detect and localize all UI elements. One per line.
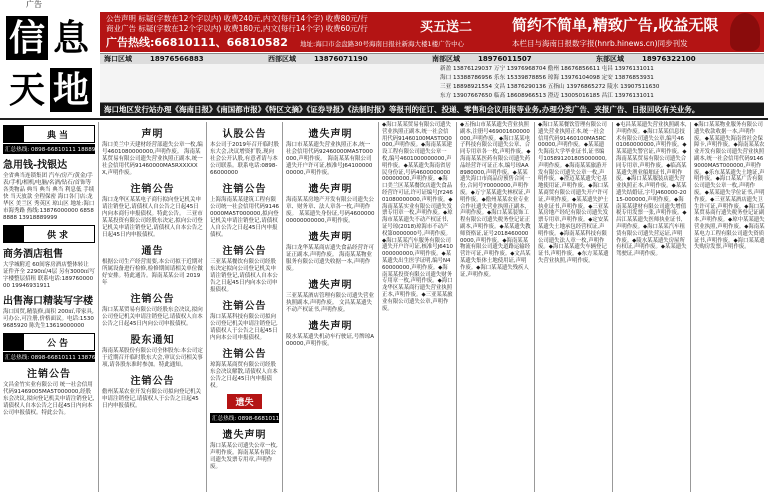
district-label: 海口区域 xyxy=(104,55,132,63)
ad-body: 海口国贸,精装修,面积 200㎡,带家具,可办公,可注册,价格面议。电话:15309685920 陈先生13619000000 xyxy=(3,309,94,329)
column-dense xyxy=(612,122,690,492)
agent-row: 东方 13907667650 临高 18608966513 澄迈 13005016185 昌江 13976131011 xyxy=(440,93,654,99)
section-header: 公告 xyxy=(3,333,95,351)
column-dense xyxy=(534,122,612,492)
slogan-sub: 本栏目与海南日报数字报(hnrb.hinews.cn)同步刊发 xyxy=(512,39,688,48)
ad-title: 注销公告 xyxy=(130,294,175,305)
top-label: 广告 xyxy=(26,0,42,9)
dense-notices: ◆海口某某贸易有限公司遗失营业执照正副本,统一社会信用代码91460100MA5T0Q0000,声明作废。◆海南某某建设工程有限公司遗失公章一枚,编号4601000000000,声明作废。◆某某遗失海南省居民身份证,号码460000000000000000,声明作废。◆海口美兰区某某餐饮店遗失食品经营许可证,许可证编号JY24601080000000,声明作废。◆海南某某实业有限公司遗失发票专用章一枚,声明作废。◆琼海市某某遗失不动产权证书,证号琼(2018)琼海市不动产权第0000000号,声明作废。◆海口某某汽车服务有限公司遗失开户许可证,核准号J6410000000000,声明作废。◆某某遗失出生医学证明,编号N460000000,声明作废。◆海南某某投资有限公司遗失财务专用章一枚,声明作废。◆海口龙华区某某商行遗失营业执照正本,声明作废。◆三亚某某旅业有限公司遗失公章,声明作废。 xyxy=(382,122,453,312)
ad-title: 注销公告 xyxy=(222,246,267,257)
ad-body: 海口某某公司遗失公章一枚,声明作废。海南某某有限公司遗失发票专用章,声明作废。 xyxy=(210,443,278,470)
district-phone: 18976322100 xyxy=(642,55,696,63)
ad-headline: 急用钱-找银达 xyxy=(3,160,68,171)
ad-body: 琼海某某商贸有限公司经股东会决议解散,请债权人自本公告之日起45日内申报债权。 xyxy=(210,362,278,389)
dense-notices: ◆五指山市某某遗失营业执照副本,注册号469001600000000,声明作废。◆海口某某电子科技有限公司遗失公章、合同专用章各一枚,声明作废。◆海南某某医药有限公司遗失药品经营许可证正本,编号琼AA8980000,声明作废。◆某某遗失海口市商品房预售合同一份,合同号Y0000000,声明作废。◆万宁某某遗失林权证,声明作废。◆儋州某某农业专业合作社遗失营业执照正副本,声明作废。◆海口某某装饰工程有限公司遗失税务登记证正副本,声明作废。◆某某遗失教师资格证,证号20184600000000,声明作废。◆海南某某物流有限公司遗失道路运输经营许可证,声明作废。◆文昌某某遗失集体土地使用证,声明作废。◆海口某某遗失残疾人证,声明作废。 xyxy=(460,122,531,278)
ad-body: 海南某某股份有限公司全体股东:本公司定于近期召开临时股东大会,审议公司相关事项,请各股东准时参加。特此通知。 xyxy=(102,348,203,368)
column-dense xyxy=(378,122,456,492)
lost-section-label: 遗失 xyxy=(227,394,261,409)
distribution-banner: 海口地区发行站办理《海南日报》《南国都市报》《特区文摘》《证券导报》《法制时报》等报刊的征订、投递、零售和会议用报等业务,办理分类广告、夹报广告、日报回收有关业务。 xyxy=(100,103,764,116)
pricing-line-2: 商业广告 标疑(字数在12个字以内) 收费180元,内文(每行14个字) 收费60元/行 xyxy=(106,24,368,33)
logo-char: 信 xyxy=(6,16,48,60)
logo-char: 地 xyxy=(50,68,92,112)
section-hotline: 汇总热线: 0898-66810111 18889912934 xyxy=(3,144,95,154)
ad-title: 股东通知 xyxy=(130,335,175,346)
ad-headline: 出售海口精装写字楼 xyxy=(3,296,93,307)
ad-hotline: 广告热线:66810111、66810582 xyxy=(106,36,288,49)
district-phone: 13876071190 xyxy=(314,55,368,63)
pricing-line-1: 公告声明 标疑(字数在12个字以内) 收费240元,内文(每行14个字) 收费80元/行 xyxy=(106,14,368,23)
ad-body: 海口市某某遗失营业执照正本,统一社会信用代码92460000MA5T000000,声明作废。 海南某某有限公司遗失开户许可证,核准号J6410000000000,声明作废。 xyxy=(286,142,373,176)
ad-title: 遗失声明 xyxy=(308,232,353,243)
ad-body: 海口龙华区某某电子商行拟向登记机关申请注销登记,请债权人自公告之日起45日内向本商行申报债权。特此公告。 三亚市某某投资有限公司经股东决定,拟向公司登记机关申请注销登记,请债权人自本公告之日起45日内申报债权。 xyxy=(102,197,203,238)
ad-body: 本公司于2019年召开临时股东大会,决议增资扩股,现向社会公开认股,有意者请与本公司联系。联系电话:0898-66000000 xyxy=(210,142,279,176)
dense-notices: ◆屯昌某某遗失营业执照副本,声明作废。◆海口某某信息技术有限公司遗失公章,编号4601060000000,声明作废。◆某某遗失警官证,声明作废。◆海南某某贸易有限公司遗失合同专用章,声明作废。◆临高某某遗失渔业船舶证书,声明作废。◆海口某某服装店遗失营业执照正本,声明作废。◆某某遗失结婚证,字号J460000-2015-000000,声明作废。◆海南某某建材有限公司遗失增值税专用发票一张,声明作废。◆昌江某某遗失医师执业证书,声明作废。◆海口某某汽车租赁有限公司遗失营运证,声明作废。◆陵水某某遗失房屋所有权证,声明作废。◆某某遗失驾驶证,声明作废。 xyxy=(616,122,687,258)
ad-title: 遗失声明 xyxy=(308,280,353,291)
district-phone: 18976566883 xyxy=(150,55,204,63)
column-dense xyxy=(456,122,534,492)
header-banner xyxy=(100,12,764,52)
column-notices xyxy=(98,122,206,492)
divider xyxy=(0,118,768,120)
ad-title: 认股公告 xyxy=(222,129,267,140)
section-hotline: 汇总热线: 0898-66810111 13976309099 xyxy=(210,413,279,423)
column-classified xyxy=(0,122,117,492)
ad-body: 海口龙华某某商店遗失食品经营许可证正副本,声明作废。 海南某某物业服务有限公司遗失收据一本,声明作废。 xyxy=(286,245,375,272)
ad-body: 海南某某房地产开发有限公司遗失公章、财务章、法人章各一枚,声明作废。 某某遗失身份证,号码460000000000000000,声明作废。 xyxy=(286,197,375,224)
ad-title: 注销公告 xyxy=(222,184,267,195)
ad-title: 遗失声明 xyxy=(308,321,353,332)
logo-char: 息 xyxy=(52,17,89,59)
district-phone: 18976011507 xyxy=(478,55,532,63)
agent-row: 海口 13388786956 乐东 15339878856 琼海 13976104098 定安 13876853931 xyxy=(440,75,654,81)
column-dense xyxy=(690,122,768,492)
ad-body: 全省典当连锁集团 汽车/房产/黄金/手表/手机/相机/电脑/名酒/钻石/首饰等各类物品 典当 典当 典当 利息低 手续快 当天放款 全程保密 海口各门店:龙华区 美兰区 秀英区 琼山区 地址:海口市海秀路 热线:13876000000 68588888 13918889999 xyxy=(3,173,95,221)
agent-grid xyxy=(100,64,764,103)
ad-body: 儋州某某农业开发有限公司拟向登记机关申请注销登记,请债权人于公告之日起45日内申报债权。 xyxy=(102,389,202,409)
ad-body: 海口某某贸易有限公司经股东会决议,拟向公司登记机关申请注销登记,请债权人自本公告之日起45日内向公司申报债权。 xyxy=(102,307,203,327)
ad-title: 遗失声明 xyxy=(222,430,267,441)
section-hotline: 汇总热线: 0898-66810111 13876309861 xyxy=(3,352,95,362)
ad-address: 地址:海口市金盘路30号海南日报社新海大楼1楼广告中心 xyxy=(300,40,465,48)
ad-body: 根据公司生产经营需要,本公司拟于近期对所属设备进行检修,检修期间请相关单位做好安排。特此通告。海南某某公司 2019年 xyxy=(102,259,203,286)
section-header: 供求 xyxy=(3,225,95,243)
slogan: 简约不简单,精致广告,收益无限 xyxy=(512,16,719,34)
dense-notices: ◆海口某某物业服务有限公司遗失收款收据一本,声明作废。◆某某遗失海南省社会保障卡,声明作废。◆海南某某农业开发有限公司遗失营业执照副本,统一社会信用代码91469000MA5T000000,声明作废。◆乐东某某遗失土地证,声明作废。◆海口某某广告有限公司遗失公章一枚,声明作废。◆某某遗失学位证书,声明作废。◆三亚某某酒店遗失卫生许可证,声明作废。◆海口某某贸易商行遗失税务登记证副本,声明作废。◆琼中某某遗失营业执照,声明作废。◆海南某某电力工程有限公司遗失资质证书,声明作废。◆海口某某遗失购房发票,声明作废。 xyxy=(694,122,765,251)
ad-body: 海口美兰中天建材经营部遗失公章一枚,编号4601080000000,声明作废。 海南某某贸易有限公司遗失营业执照正副本,统一社会信用代码91460000MA5RXXXXXX,声明作废。 xyxy=(102,142,203,176)
ad-title: 注销公告 xyxy=(222,301,267,312)
ad-title: 注销公告 xyxy=(130,184,175,195)
ad-body: 三亚某某餐饮有限公司经股东决定拟向公司登记机关申请注销登记,请债权人自本公告之日起45日内向本公司申报债权。 xyxy=(210,259,278,293)
dense-notices: ◆海口某某餐饮管理有限公司遗失营业执照正本,统一社会信用代码91460100MA5RC00000,声明作废。◆某某遗失海南大学毕业证书,证书编号105891201805000000,声明作废。◆海南某某旅游开发有限公司遗失公章一枚,声明作废。◆澄迈某某遗失宅基地使用证,声明作废。◆海口某某商贸有限公司遗失开户许可证,声明作废。◆某某遗失护士执业证书,声明作废。◆三亚某某房地产经纪有限公司遗失发票专用章,声明作废。◆定安某某遗失土地承包经营权证,声明作废。◆海南某某科技有限公司遗失法人章一枚,声明作废。◆海口某某遗失车辆登记证书,声明作废。◆东方某某遗失营业执照,声明作废。 xyxy=(538,122,609,264)
promo-label: 买五送二 xyxy=(420,20,473,35)
ad-body: 三亚某某酒店管理有限公司遗失营业执照副本,声明作废。 文昌某某遗失不动产权证书,声明作废。 xyxy=(286,293,375,313)
ad-title: 声明 xyxy=(141,129,164,140)
ad-body: 海口某某科技有限公司拟向公司登记机关申请注销登记,请债权人于公告之日起45日内向本公司申报债权。 xyxy=(210,314,278,341)
ad-body: 陵水某某遗失机动车行驶证,号牌琼A00000,声明作废。 xyxy=(286,334,375,347)
section-header: 典当 xyxy=(3,125,95,143)
ad-title: 通告 xyxy=(141,246,164,257)
column-lost xyxy=(282,122,378,492)
district-label: 西部区域 xyxy=(268,55,296,63)
logo xyxy=(4,12,96,116)
column-notices-2 xyxy=(206,122,324,492)
ad-title: 遗失声明 xyxy=(308,184,353,195)
ad-body: 文昌金竹实业有限公司 统一社会信用代码91469005MA5T000000,经股东会决议,拟向登记机关申请注销登记,请债权人自本公告之日起45日内向本公司申报债权。特此公告。 xyxy=(3,382,95,416)
ad-title: 遗失声明 xyxy=(308,129,353,140)
ad-headline: 商务酒店租售 xyxy=(3,249,63,260)
mascot-icon xyxy=(730,13,760,51)
ad-title: 注销公告 xyxy=(130,376,175,387)
ad-body: 上海海南某某建筑工程有限公司统一社会信用代码91460000MA5T000000,拟向登记机关申请注销登记,请债权人自公告之日起45日内申报债权。 xyxy=(210,197,279,238)
district-label: 东部区域 xyxy=(596,55,624,63)
agent-row: 新盈 13876129037 万宁 13976968704 儋州 18676856611 屯昌 13976131011 xyxy=(440,66,654,72)
ad-title: 注销公告 xyxy=(222,349,267,360)
district-label: 南部区域 xyxy=(432,55,460,63)
logo-char: 天 xyxy=(8,69,45,111)
ad-title: 注销公告 xyxy=(27,369,71,380)
agent-row: 三亚 18898921554 文昌 13876290136 五指山 13976865272 陵水 13907511630 xyxy=(440,84,660,90)
ad-body: 大学城附近 60间客房酒店整体转让 证件齐全 2290㎡/4层 另有3000㎡写字楼整层招租 联系电话:18976000000 19946931911 xyxy=(3,262,95,289)
